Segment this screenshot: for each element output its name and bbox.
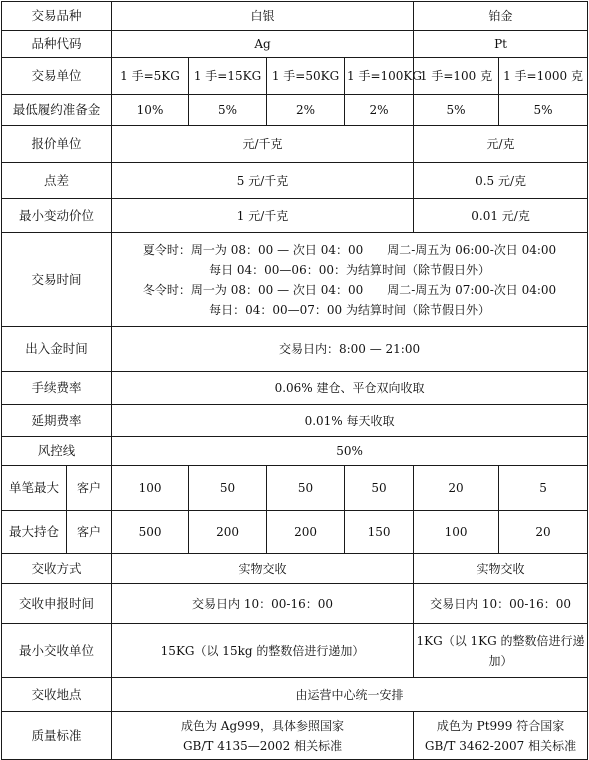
row-fee (2, 372, 588, 405)
row-spread (2, 163, 588, 199)
fee-value: 0.06% 建仓、平仓双向收取 (112, 372, 588, 405)
row-delivery-place (2, 678, 588, 712)
row-quality (2, 712, 588, 760)
label-min-delivery: 最小交收单位 (2, 624, 112, 678)
silver-spread: 5 元/千克 (112, 163, 414, 199)
row-risk (2, 437, 588, 466)
margin-value: 5% (414, 95, 499, 126)
row-max-position (2, 511, 588, 554)
max-order-value: 20 (414, 466, 499, 511)
row-deferral (2, 405, 588, 437)
label-quality: 质量标准 (2, 712, 112, 760)
sub-label-client: 客户 (67, 511, 112, 554)
platinum-quality-line: 成色为 Pt999 符合国家 (436, 718, 565, 733)
max-order-value: 50 (345, 466, 414, 511)
margin-value: 10% (112, 95, 189, 126)
row-delivery-report (2, 584, 588, 624)
platinum-code: Pt (414, 31, 588, 58)
row-quote-unit (2, 126, 588, 163)
margin-value: 2% (345, 95, 414, 126)
trade-unit-value: 1 手=1000 克 (499, 58, 588, 95)
max-order-value: 100 (112, 466, 189, 511)
max-position-value: 200 (267, 511, 345, 554)
platinum-tick: 0.01 元/克 (414, 199, 588, 233)
row-trading-hours (2, 233, 588, 327)
label-fee: 手续费率 (2, 372, 112, 405)
label-risk: 风控线 (2, 437, 112, 466)
trading-hours-value (112, 233, 588, 327)
trade-unit-value: 1 手=100 克 (414, 58, 499, 95)
label-trading-hours: 交易时间 (2, 233, 112, 327)
label-variety: 交易品种 (2, 2, 112, 31)
platinum-quote-unit: 元/克 (414, 126, 588, 163)
max-order-value: 50 (267, 466, 345, 511)
silver-min-delivery: 15KG（以 15kg 的整数倍进行递加） (112, 624, 414, 678)
platinum-delivery-report: 交易日内 10：00-16：00 (414, 584, 588, 624)
platinum-min-delivery: 1KG（以 1KG 的整数倍进行递加） (414, 624, 588, 678)
row-code (2, 31, 588, 58)
row-margin (2, 95, 588, 126)
max-order-value: 50 (189, 466, 267, 511)
label-max-order: 单笔最大 (2, 466, 67, 511)
label-delivery-place: 交收地点 (2, 678, 112, 712)
platinum-delivery-method: 实物交收 (414, 554, 588, 584)
max-order-value: 5 (499, 466, 588, 511)
delivery-place-value: 由运营中心统一安排 (112, 678, 588, 712)
silver-quality (112, 712, 414, 760)
deferral-value: 0.01% 每天收取 (112, 405, 588, 437)
funds-value: 交易日内：8:00 — 21:00 (112, 327, 588, 372)
platinum-variety: 铂金 (414, 2, 588, 31)
silver-quality-line: 成色为 Ag999，具体参照国家 (180, 718, 345, 733)
label-spread: 点差 (2, 163, 112, 199)
label-trade-unit: 交易单位 (2, 58, 112, 95)
label-max-position: 最大持仓 (2, 511, 67, 554)
contract-spec-table (1, 1, 588, 760)
max-position-value: 150 (345, 511, 414, 554)
hours-line: 冬令时：周一为 08：00 — 次日 04：00 周二-周五为 07:00-次日 04:00 (142, 282, 557, 297)
row-trade-unit (2, 58, 588, 95)
row-funds (2, 327, 588, 372)
max-position-value: 20 (499, 511, 588, 554)
silver-quality-line: GB/T 4135—2002 相关标准 (182, 738, 343, 753)
silver-code: Ag (112, 31, 414, 58)
platinum-spread: 0.5 元/克 (414, 163, 588, 199)
platinum-quality-line: GB/T 3462-2007 相关标准 (424, 738, 577, 753)
hours-line: 每日 04：00—06：00：为结算时间（除节假日外） (209, 262, 490, 277)
hours-line: 每日：04：00—07：00 为结算时间（除节假日外） (209, 302, 490, 317)
trade-unit-value: 1 手=50KG (267, 58, 345, 95)
margin-value: 5% (189, 95, 267, 126)
trade-unit-value: 1 手=15KG (189, 58, 267, 95)
trade-unit-value: 1 手=5KG (112, 58, 189, 95)
sub-label-client: 客户 (67, 466, 112, 511)
silver-delivery-method: 实物交收 (112, 554, 414, 584)
label-delivery-report: 交收申报时间 (2, 584, 112, 624)
label-quote-unit: 报价单位 (2, 126, 112, 163)
row-max-order (2, 466, 588, 511)
label-funds: 出入金时间 (2, 327, 112, 372)
platinum-quality (414, 712, 588, 760)
label-deferral: 延期费率 (2, 405, 112, 437)
row-delivery-method (2, 554, 588, 584)
row-tick (2, 199, 588, 233)
label-margin: 最低履约准备金 (2, 95, 112, 126)
silver-delivery-report: 交易日内 10：00-16：00 (112, 584, 414, 624)
max-position-value: 200 (189, 511, 267, 554)
label-tick: 最小变动价位 (2, 199, 112, 233)
row-min-delivery (2, 624, 588, 678)
silver-tick: 1 元/千克 (112, 199, 414, 233)
silver-quote-unit: 元/千克 (112, 126, 414, 163)
label-code: 品种代码 (2, 31, 112, 58)
risk-value: 50% (112, 437, 588, 466)
label-delivery-method: 交收方式 (2, 554, 112, 584)
trade-unit-value: 1 手=100KG (345, 58, 414, 95)
row-variety (2, 2, 588, 31)
max-position-value: 100 (414, 511, 499, 554)
margin-value: 5% (499, 95, 588, 126)
silver-variety: 白银 (112, 2, 414, 31)
margin-value: 2% (267, 95, 345, 126)
max-position-value: 500 (112, 511, 189, 554)
hours-line: 夏令时：周一为 08：00 — 次日 04：00 周二-周五为 06:00-次日 04:00 (142, 242, 557, 257)
